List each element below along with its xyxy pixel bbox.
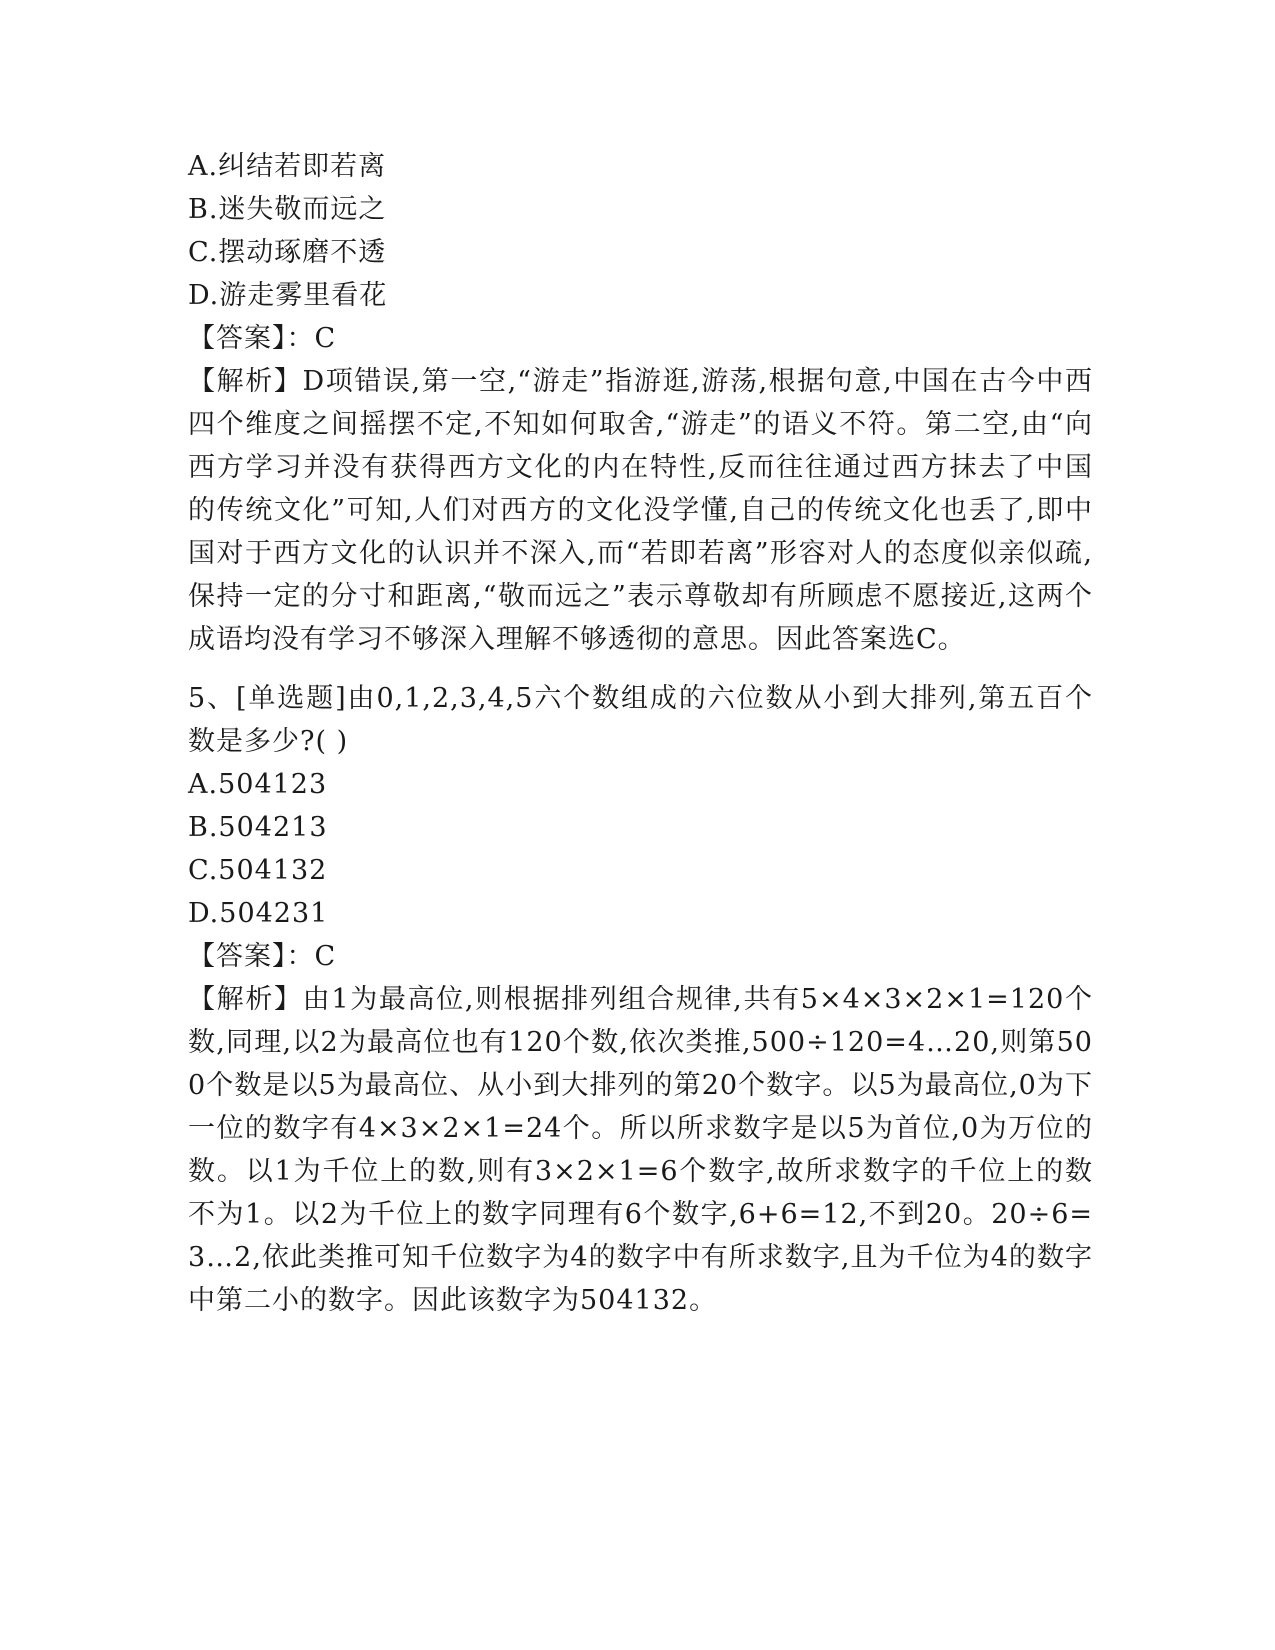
question-4-explanation: 【解析】D项错误,第一空,“游走”指游逛,游荡,根据句意,中国在古今中西四个维度之间摇摆不定,不知如何取舍,“游走”的语义不符。第二空,由“向西方学习并没有获得西方文化的内在特性,反而往往通过西方抹去了中国的传统文化”可知,人们对西方的文化没学懂,自己的传统文化也丢了,即中国对于西方文化的认识并不深入,而“若即若离”形容对人的态度似亲似疏,保持一定的分寸和距离,“敬而远之”表示尊敬却有所顾虑不愿接近,这两个成语均没有学习不够深入理解不够透彻的意思。因此答案选C。: [188, 366, 1093, 655]
option-d: D.游走雾里看花: [188, 280, 388, 311]
section-gap: [188, 661, 1093, 677]
option-b: B.迷失敬而远之: [188, 194, 387, 225]
question-5-answer: 【答案】：C: [188, 941, 337, 972]
document-page: [188, 145, 1093, 1322]
option-d: D.504231: [188, 898, 329, 929]
question-4-options: [188, 145, 1093, 317]
option-c: C.摆动琢磨不透: [188, 237, 387, 268]
question-5-options: [188, 763, 1093, 935]
question-5-explanation: 【解析】由1为最高位,则根据排列组合规律,共有5×4×3×2×1=120个数,同理,以2为最高位也有120个数,依次类推,500÷120=4…20,则第500个数是以5为最高位、从小到大排列的第20个数字。以5为最高位,0为下一位的数字有4×3×2×1=24个。所以所求数字是以5为首位,0为万位的数。以1为千位上的数,则有3×2×1=6个数字,故所求数字的千位上的数不为1。以2为千位上的数字同理有6个数字,6+6=12,不到20。20÷6=3…2,依此类推可知千位数字为4的数字中有所求数字,且为千位为4的数字中第二小的数字。因此该数字为504132。: [188, 984, 1093, 1316]
question-5-text: 5、[单选题]由0,1,2,3,4,5六个数组成的六位数从小到大排列,第五百个数是多少?( ): [188, 683, 1093, 757]
option-a: A.纠结若即若离: [188, 151, 387, 182]
option-c: C.504132: [188, 855, 328, 886]
question-4-answer: 【答案】：C: [188, 323, 337, 354]
option-a: A.504123: [188, 769, 328, 800]
option-b: B.504213: [188, 812, 328, 843]
